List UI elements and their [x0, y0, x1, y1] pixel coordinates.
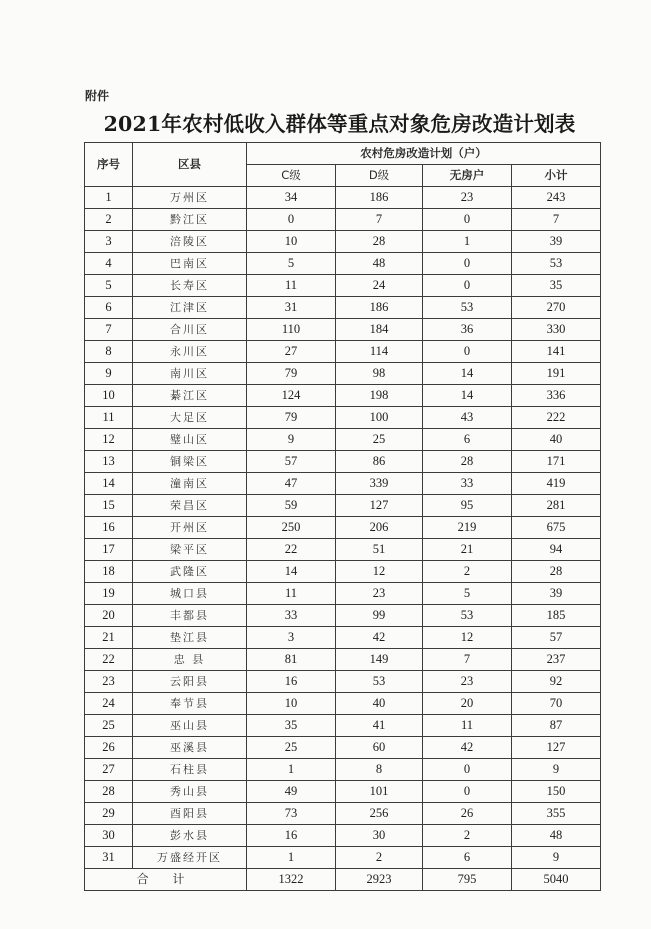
- cell-level-d: 25: [336, 429, 423, 451]
- cell-subtotal: 53: [512, 253, 601, 275]
- cell-level-d: 206: [336, 517, 423, 539]
- attachment-label: 附件: [85, 89, 110, 103]
- cell-subtotal: 40: [512, 429, 601, 451]
- cell-no-house: 1: [423, 231, 512, 253]
- table-row: [85, 517, 601, 539]
- cell-level-c: 5: [247, 253, 336, 275]
- cell-district: 永川区: [133, 341, 247, 363]
- table-row: [85, 671, 601, 693]
- cell-no-house: 2: [423, 561, 512, 583]
- cell-subtotal: 70: [512, 693, 601, 715]
- cell-no-house: 0: [423, 341, 512, 363]
- cell-level-c: 22: [247, 539, 336, 561]
- cell-subtotal: 191: [512, 363, 601, 385]
- cell-level-c: 3: [247, 627, 336, 649]
- cell-index: 11: [85, 407, 133, 429]
- cell-no-house: 23: [423, 187, 512, 209]
- table-row: [85, 759, 601, 781]
- cell-district: 綦江区: [133, 385, 247, 407]
- cell-level-d: 24: [336, 275, 423, 297]
- cell-district: 万州区: [133, 187, 247, 209]
- cell-district: 荣昌区: [133, 495, 247, 517]
- cell-district: 彭水县: [133, 825, 247, 847]
- header-district: 区县: [133, 143, 247, 187]
- cell-level-d: 53: [336, 671, 423, 693]
- cell-district: 云阳县: [133, 671, 247, 693]
- cell-level-d: 8: [336, 759, 423, 781]
- table-row: [85, 627, 601, 649]
- cell-level-d: 60: [336, 737, 423, 759]
- cell-level-d: 30: [336, 825, 423, 847]
- cell-level-c: 73: [247, 803, 336, 825]
- table-row: [85, 231, 601, 253]
- table-row: [85, 275, 601, 297]
- cell-level-d: 98: [336, 363, 423, 385]
- cell-subtotal: 9: [512, 847, 601, 869]
- cell-level-d: 99: [336, 605, 423, 627]
- cell-district: 大足区: [133, 407, 247, 429]
- cell-district: 涪陵区: [133, 231, 247, 253]
- table-header: [85, 143, 601, 187]
- total-d: 2923: [336, 869, 423, 891]
- cell-district: 合川区: [133, 319, 247, 341]
- cell-index: 2: [85, 209, 133, 231]
- cell-level-c: 79: [247, 363, 336, 385]
- cell-subtotal: 141: [512, 341, 601, 363]
- cell-district: 酉阳县: [133, 803, 247, 825]
- cell-no-house: 7: [423, 649, 512, 671]
- table-row: [85, 451, 601, 473]
- cell-district: 江津区: [133, 297, 247, 319]
- cell-no-house: 12: [423, 627, 512, 649]
- cell-index: 7: [85, 319, 133, 341]
- cell-level-d: 28: [336, 231, 423, 253]
- cell-district: 巫溪县: [133, 737, 247, 759]
- table-row: [85, 781, 601, 803]
- table-row: [85, 605, 601, 627]
- table-row: [85, 297, 601, 319]
- cell-level-d: 198: [336, 385, 423, 407]
- cell-index: 12: [85, 429, 133, 451]
- cell-district: 巫山县: [133, 715, 247, 737]
- cell-subtotal: 39: [512, 231, 601, 253]
- cell-level-c: 124: [247, 385, 336, 407]
- cell-level-d: 127: [336, 495, 423, 517]
- cell-subtotal: 222: [512, 407, 601, 429]
- cell-level-d: 256: [336, 803, 423, 825]
- cell-index: 30: [85, 825, 133, 847]
- cell-district: 丰都县: [133, 605, 247, 627]
- total-row: [85, 869, 601, 891]
- cell-subtotal: 243: [512, 187, 601, 209]
- cell-index: 27: [85, 759, 133, 781]
- cell-no-house: 95: [423, 495, 512, 517]
- cell-level-c: 27: [247, 341, 336, 363]
- table-row: [85, 561, 601, 583]
- cell-level-d: 114: [336, 341, 423, 363]
- cell-index: 9: [85, 363, 133, 385]
- header-subtotal: 小计: [512, 165, 601, 187]
- cell-district: 潼南区: [133, 473, 247, 495]
- table-row: [85, 363, 601, 385]
- cell-district: 巴南区: [133, 253, 247, 275]
- cell-level-c: 34: [247, 187, 336, 209]
- table-row: [85, 209, 601, 231]
- total-subtotal: 5040: [512, 869, 601, 891]
- cell-level-c: 1: [247, 847, 336, 869]
- table-row: [85, 583, 601, 605]
- cell-no-house: 0: [423, 209, 512, 231]
- cell-level-d: 48: [336, 253, 423, 275]
- table-row: [85, 187, 601, 209]
- cell-level-d: 12: [336, 561, 423, 583]
- table-row: [85, 847, 601, 869]
- cell-index: 28: [85, 781, 133, 803]
- cell-district: 武隆区: [133, 561, 247, 583]
- table-row: [85, 253, 601, 275]
- header-level-c: C级: [247, 165, 336, 187]
- cell-no-house: 26: [423, 803, 512, 825]
- cell-subtotal: 171: [512, 451, 601, 473]
- header-no-house: 无房户: [423, 165, 512, 187]
- total-c: 1322: [247, 869, 336, 891]
- table-row: [85, 737, 601, 759]
- cell-level-c: 16: [247, 825, 336, 847]
- cell-level-c: 79: [247, 407, 336, 429]
- cell-district: 长寿区: [133, 275, 247, 297]
- cell-subtotal: 48: [512, 825, 601, 847]
- cell-subtotal: 355: [512, 803, 601, 825]
- table-row: [85, 341, 601, 363]
- cell-no-house: 20: [423, 693, 512, 715]
- cell-district: 南川区: [133, 363, 247, 385]
- header-level-d: D级: [336, 165, 423, 187]
- cell-district: 垫江县: [133, 627, 247, 649]
- cell-level-c: 33: [247, 605, 336, 627]
- table-row: [85, 693, 601, 715]
- cell-level-c: 25: [247, 737, 336, 759]
- cell-level-c: 11: [247, 275, 336, 297]
- table-row: [85, 407, 601, 429]
- cell-no-house: 42: [423, 737, 512, 759]
- cell-subtotal: 94: [512, 539, 601, 561]
- cell-index: 5: [85, 275, 133, 297]
- cell-index: 6: [85, 297, 133, 319]
- cell-level-c: 57: [247, 451, 336, 473]
- cell-district: 梁平区: [133, 539, 247, 561]
- cell-no-house: 28: [423, 451, 512, 473]
- cell-level-c: 110: [247, 319, 336, 341]
- cell-index: 19: [85, 583, 133, 605]
- cell-level-d: 2: [336, 847, 423, 869]
- cell-level-d: 40: [336, 693, 423, 715]
- cell-level-c: 59: [247, 495, 336, 517]
- cell-index: 10: [85, 385, 133, 407]
- cell-level-c: 49: [247, 781, 336, 803]
- table-row: [85, 825, 601, 847]
- cell-index: 17: [85, 539, 133, 561]
- cell-level-d: 100: [336, 407, 423, 429]
- cell-no-house: 0: [423, 759, 512, 781]
- cell-level-c: 47: [247, 473, 336, 495]
- cell-level-d: 184: [336, 319, 423, 341]
- cell-level-c: 0: [247, 209, 336, 231]
- cell-no-house: 21: [423, 539, 512, 561]
- cell-index: 3: [85, 231, 133, 253]
- cell-level-c: 250: [247, 517, 336, 539]
- table-row: [85, 715, 601, 737]
- cell-subtotal: 281: [512, 495, 601, 517]
- cell-level-d: 86: [336, 451, 423, 473]
- cell-no-house: 219: [423, 517, 512, 539]
- cell-no-house: 53: [423, 297, 512, 319]
- cell-index: 13: [85, 451, 133, 473]
- cell-subtotal: 28: [512, 561, 601, 583]
- total-no-house: 795: [423, 869, 512, 891]
- cell-subtotal: 150: [512, 781, 601, 803]
- cell-index: 21: [85, 627, 133, 649]
- cell-subtotal: 330: [512, 319, 601, 341]
- cell-level-d: 23: [336, 583, 423, 605]
- cell-index: 23: [85, 671, 133, 693]
- table-row: [85, 473, 601, 495]
- cell-no-house: 11: [423, 715, 512, 737]
- table-body: [85, 187, 601, 869]
- cell-no-house: 6: [423, 429, 512, 451]
- cell-subtotal: 57: [512, 627, 601, 649]
- cell-level-d: 101: [336, 781, 423, 803]
- cell-level-d: 7: [336, 209, 423, 231]
- cell-index: 18: [85, 561, 133, 583]
- total-label: 合 计: [85, 869, 247, 891]
- cell-level-c: 10: [247, 693, 336, 715]
- document-title: 2021年农村低收入群体等重点对象危房改造计划表: [103, 112, 576, 136]
- header-row-1: [85, 143, 601, 165]
- cell-no-house: 23: [423, 671, 512, 693]
- table-row: [85, 803, 601, 825]
- cell-district: 铜梁区: [133, 451, 247, 473]
- cell-level-d: 42: [336, 627, 423, 649]
- cell-district: 城口县: [133, 583, 247, 605]
- cell-no-house: 0: [423, 781, 512, 803]
- table-row: [85, 649, 601, 671]
- cell-level-d: 51: [336, 539, 423, 561]
- cell-index: 26: [85, 737, 133, 759]
- cell-no-house: 0: [423, 253, 512, 275]
- cell-no-house: 2: [423, 825, 512, 847]
- cell-level-d: 186: [336, 297, 423, 319]
- cell-level-c: 1: [247, 759, 336, 781]
- cell-level-d: 149: [336, 649, 423, 671]
- cell-level-d: 41: [336, 715, 423, 737]
- cell-level-c: 31: [247, 297, 336, 319]
- cell-district: 忠 县: [133, 649, 247, 671]
- cell-subtotal: 92: [512, 671, 601, 693]
- cell-subtotal: 185: [512, 605, 601, 627]
- cell-no-house: 43: [423, 407, 512, 429]
- renovation-plan-table: [84, 142, 601, 891]
- cell-level-d: 339: [336, 473, 423, 495]
- cell-no-house: 14: [423, 363, 512, 385]
- cell-district: 秀山县: [133, 781, 247, 803]
- cell-no-house: 0: [423, 275, 512, 297]
- cell-district: 开州区: [133, 517, 247, 539]
- cell-index: 8: [85, 341, 133, 363]
- cell-subtotal: 419: [512, 473, 601, 495]
- cell-index: 29: [85, 803, 133, 825]
- cell-level-c: 16: [247, 671, 336, 693]
- cell-index: 31: [85, 847, 133, 869]
- table-row: [85, 495, 601, 517]
- table-row: [85, 385, 601, 407]
- cell-index: 14: [85, 473, 133, 495]
- cell-district: 万盛经开区: [133, 847, 247, 869]
- cell-district: 黔江区: [133, 209, 247, 231]
- header-plan-group: 农村危房改造计划（户）: [247, 143, 601, 165]
- cell-subtotal: 87: [512, 715, 601, 737]
- cell-subtotal: 675: [512, 517, 601, 539]
- cell-level-c: 14: [247, 561, 336, 583]
- cell-index: 22: [85, 649, 133, 671]
- cell-district: 璧山区: [133, 429, 247, 451]
- cell-index: 25: [85, 715, 133, 737]
- cell-no-house: 5: [423, 583, 512, 605]
- cell-level-c: 81: [247, 649, 336, 671]
- cell-district: 石柱县: [133, 759, 247, 781]
- cell-no-house: 33: [423, 473, 512, 495]
- cell-subtotal: 7: [512, 209, 601, 231]
- cell-index: 4: [85, 253, 133, 275]
- cell-index: 1: [85, 187, 133, 209]
- cell-level-c: 11: [247, 583, 336, 605]
- cell-district: 奉节县: [133, 693, 247, 715]
- cell-level-c: 10: [247, 231, 336, 253]
- cell-subtotal: 39: [512, 583, 601, 605]
- table-row: [85, 429, 601, 451]
- cell-subtotal: 35: [512, 275, 601, 297]
- cell-subtotal: 9: [512, 759, 601, 781]
- cell-index: 15: [85, 495, 133, 517]
- cell-no-house: 53: [423, 605, 512, 627]
- cell-level-c: 9: [247, 429, 336, 451]
- cell-subtotal: 237: [512, 649, 601, 671]
- cell-subtotal: 336: [512, 385, 601, 407]
- cell-index: 20: [85, 605, 133, 627]
- header-index: 序号: [85, 143, 133, 187]
- cell-subtotal: 270: [512, 297, 601, 319]
- cell-index: 16: [85, 517, 133, 539]
- cell-no-house: 14: [423, 385, 512, 407]
- table-row: [85, 319, 601, 341]
- cell-no-house: 36: [423, 319, 512, 341]
- cell-level-d: 186: [336, 187, 423, 209]
- cell-no-house: 6: [423, 847, 512, 869]
- cell-subtotal: 127: [512, 737, 601, 759]
- table-row: [85, 539, 601, 561]
- cell-index: 24: [85, 693, 133, 715]
- cell-level-c: 35: [247, 715, 336, 737]
